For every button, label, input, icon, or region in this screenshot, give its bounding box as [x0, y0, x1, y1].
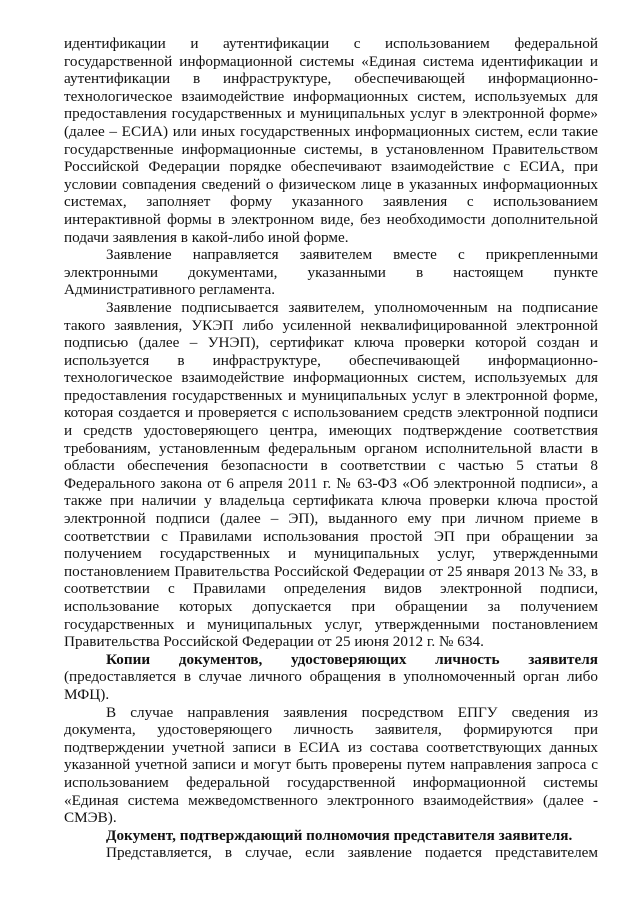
paragraph-representative-condition: Представляется, в случае, если заявление подается представителем: [106, 844, 598, 862]
paragraph-epgu-identity-data: В случае направления заявления посредством ЕПГУ сведения из документа, удостоверяющего личность заявителя, формируются при подтверждении учетной записи в ЕСИА из состава соответствующих данных указанной учетной записи и могут быть проверены путем направления запроса с использованием федеральной государственной информационной системы «Единая система межведомственного электронного взаимодействия» (далее - СМЭВ).: [64, 703, 598, 827]
paragraph-esia-identification: идентификации и аутентификации с использованием федеральной государственной информационной системы «Единая система идентификации и аутентификации в инфраструктуре, обеспечивающей информационно-технологическое взаимодействие информационных систем, используемых для предоставления государственных и муниципальных услуг в электронной форме» (далее – ЕСИА) или иных государственных информационных систем, если такие государственные информационные системы, в установленном Правительством Российской Федерации порядке обеспечивают взаимодействие с ЕСИА, при условии совпадения сведений о физическом лице в указанных информационных системах, заполняет форму указанного заявления с использованием интерактивной формы в электронном виде, без необходимости дополнительной подачи заявления в какой-либо иной форме.: [64, 35, 598, 246]
document-body: [64, 35, 598, 862]
paragraph-electronic-signature: Заявление подписывается заявителем, уполномоченным на подписание такого заявления, УКЭП либо усиленной неквалифицированной электронной подписью (далее – УНЭП), сертификат ключа проверки которой создан и используется в инфраструктуре, обеспечивающей информационно-технологическое взаимодействие информационных систем, используемых для предоставления государственных и муниципальных услуг в электронной форме, которая создается и проверяется с использованием средств электронной подписи и средств удостоверяющего центра, имеющих подтверждение соответствия требованиям, установленным федеральным органом исполнительной власти в области обеспечения безопасности в соответствии с частью 5 статьи 8 Федерального закона от 6 апреля 2011 г. № 63-ФЗ «Об электронной подписи», а также при наличии у владельца сертификата ключа проверки ключа простой электронной подписи (далее – ЭП), выданного ему при личном приеме в соответствии с Правилами использования простой ЭП при обращении за получением государственных и муниципальных услуг, утвержденными постановлением Правительства Российской Федерации от 25 января 2013 № 33, в соответствии с Правилами определения видов электронной подписи, использование которых допускается при обращении за получением государственных и муниципальных услуг, утвержденными постановлением Правительства Российской Федерации от 25 июня 2012 г. № 634.: [64, 298, 598, 651]
paragraph-representative-authority-heading: [64, 827, 598, 845]
paragraph-application-attachments: Заявление направляется заявителем вместе с прикрепленными электронными документами, указанными в настоящем пункте Административного регламента.: [64, 246, 598, 299]
identity-documents-heading: Копии документов, удостоверяющих личность заявителя: [106, 650, 598, 668]
paragraph-identity-documents: [64, 651, 598, 704]
identity-documents-text: (предоставляется в случае личного обращения в уполномоченный орган либо МФЦ).: [64, 668, 598, 703]
representative-authority-heading: Документ, подтверждающий полномочия представителя заявителя.: [106, 826, 573, 844]
